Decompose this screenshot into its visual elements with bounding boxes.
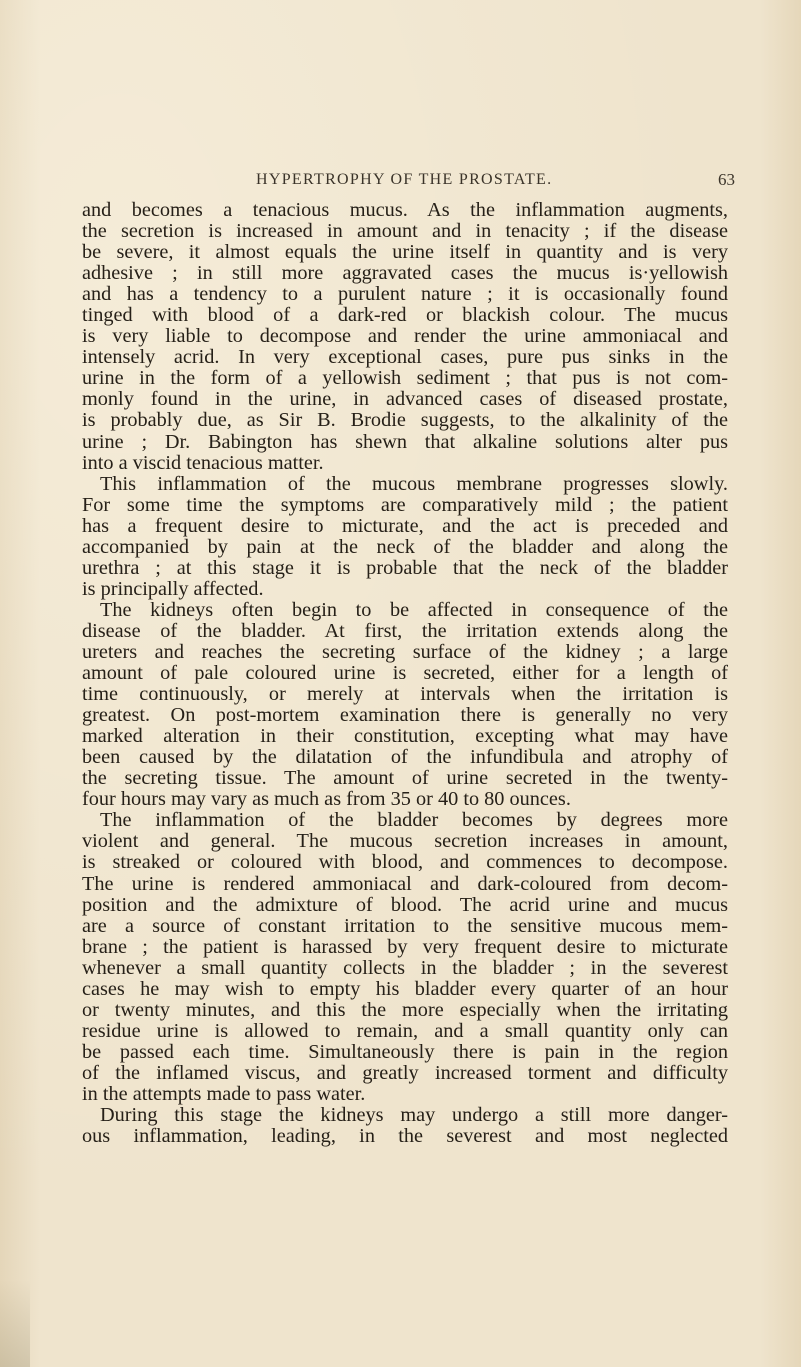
text-line: and has a tendency to a purulent nature ; it is occasionally found bbox=[82, 283, 728, 306]
text-line: urine ; Dr. Babington has shewn that alkaline solutions alter pus bbox=[82, 430, 728, 453]
text-line: of the inflamed viscus, and greatly increased torment and difficulty bbox=[82, 1061, 728, 1084]
text-line: position and the admixture of blood. The acrid urine and mucus bbox=[82, 893, 728, 916]
running-title: HYPERTROPHY OF THE PROSTATE. bbox=[256, 171, 553, 188]
page-number: 63 bbox=[718, 170, 735, 189]
text-line: tinged with blood of a dark-red or blackish colour. The mucus bbox=[82, 304, 728, 327]
text-line: or twenty minutes, and this the more especially when the irritating bbox=[82, 998, 728, 1021]
text-line: greatest. On post-mortem examination there is generally no very bbox=[82, 704, 728, 727]
text-line: residue urine is allowed to remain, and a small quantity only can bbox=[82, 1019, 728, 1042]
text-line: monly found in the urine, in advanced cases of diseased prostate, bbox=[82, 388, 728, 411]
text-line: into a viscid tenacious matter. bbox=[82, 451, 324, 474]
text-line: has a frequent desire to micturate, and the act is preceded and bbox=[82, 514, 728, 537]
text-line: is streaked or coloured with blood, and commences to decompose. bbox=[82, 851, 728, 874]
text-line: are a source of constant irritation to the sensitive mucous mem- bbox=[82, 914, 728, 937]
text-line: the secreting tissue. The amount of urine secreted in the twenty- bbox=[82, 767, 728, 790]
text-line: in the attempts made to pass water. bbox=[82, 1082, 366, 1105]
running-head bbox=[0, 171, 801, 193]
text-line: During this stage the kidneys may undergo a still more danger- bbox=[100, 1104, 728, 1127]
text-line: and becomes a tenacious mucus. As the inflammation augments, bbox=[82, 199, 728, 221]
text-line: time continuously, or merely at intervals when the irritation is bbox=[82, 683, 728, 706]
text-line: violent and general. The mucous secretion increases in amount, bbox=[82, 830, 728, 853]
text-line: disease of the bladder. At first, the irritation extends along the bbox=[82, 619, 728, 642]
text-line: the secretion is increased in amount and in tenacity ; if the disease bbox=[82, 220, 728, 243]
text-line: The urine is rendered ammoniacal and dark-coloured from decom- bbox=[82, 872, 728, 895]
text-line: For some time the symptoms are comparatively mild ; the patient bbox=[82, 493, 728, 516]
text-line: accompanied by pain at the neck of the bladder and along the bbox=[82, 535, 728, 558]
text-line: urine in the form of a yellowish sediment ; that pus is not com- bbox=[82, 367, 728, 390]
text-line: ureters and reaches the secreting surface of the kidney ; a large bbox=[82, 640, 728, 663]
text-line: be severe, it almost equals the urine itself in quantity and is very bbox=[82, 241, 728, 264]
page-edge-smudge bbox=[0, 1280, 30, 1367]
text-line: four hours may vary as much as from 35 or 40 to 80 ounces. bbox=[82, 788, 571, 811]
text-line: is probably due, as Sir B. Brodie suggests, to the alkalinity of the bbox=[82, 409, 728, 432]
text-line: whenever a small quantity collects in the bladder ; in the severest bbox=[82, 956, 728, 979]
text-line: been caused by the dilatation of the infundibula and atrophy of bbox=[82, 746, 728, 769]
text-line: intensely acrid. In very exceptional cases, pure pus sinks in the bbox=[82, 346, 728, 369]
text-line: The inflammation of the bladder becomes by degrees more bbox=[100, 809, 728, 832]
text-line: urethra ; at this stage it is probable that the neck of the bladder bbox=[82, 556, 728, 579]
text-line: amount of pale coloured urine is secreted, either for a length of bbox=[82, 662, 728, 685]
text-line: is very liable to decompose and render the urine ammoniacal and bbox=[82, 325, 728, 348]
text-line: cases he may wish to empty his bladder every quarter of an hour bbox=[82, 977, 728, 1000]
text-line: ous inflammation, leading, in the severest and most neglected bbox=[82, 1125, 728, 1148]
text-line: brane ; the patient is harassed by very frequent desire to micturate bbox=[82, 935, 728, 958]
text-line: is principally affected. bbox=[82, 577, 264, 600]
text-line: be passed each time. Simultaneously there is pain in the region bbox=[82, 1040, 728, 1063]
text-line: marked alteration in their constitution, excepting what may have bbox=[82, 725, 728, 748]
text-line: The kidneys often begin to be affected in consequence of the bbox=[100, 598, 728, 621]
text-line: adhesive ; in still more aggravated cases the mucus is·yellowish bbox=[82, 262, 728, 285]
text-line: This inflammation of the mucous membrane progresses slowly. bbox=[100, 472, 728, 495]
body-text bbox=[82, 200, 728, 1147]
